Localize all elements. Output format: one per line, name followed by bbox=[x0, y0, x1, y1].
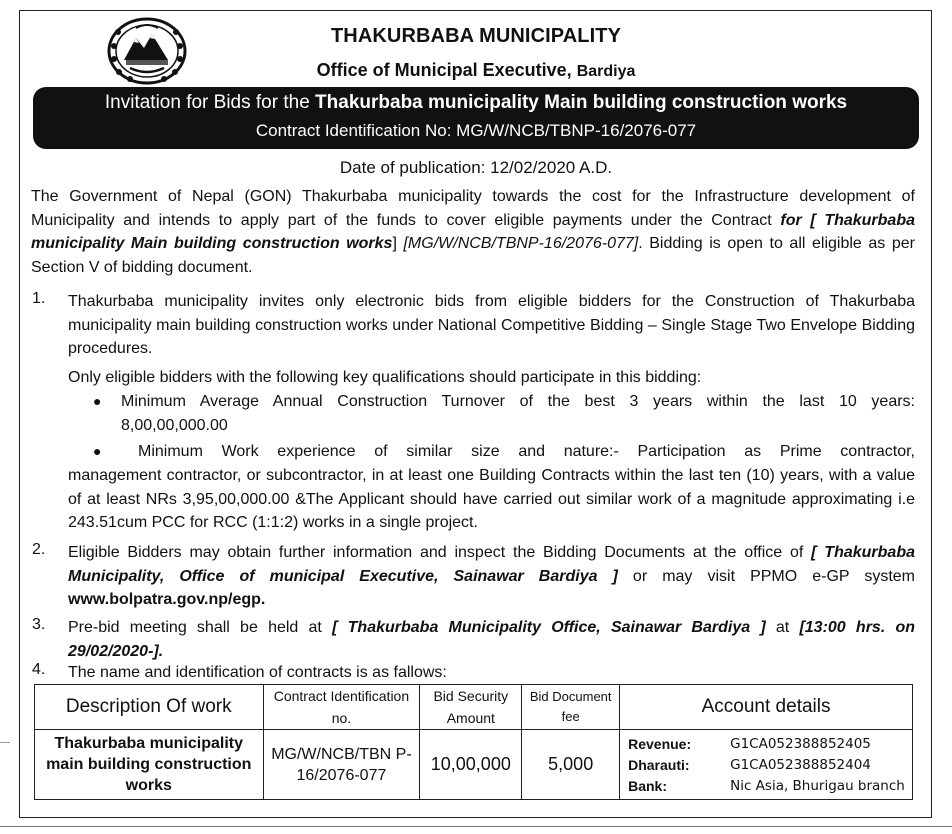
column-header-account: Account details bbox=[620, 685, 913, 730]
bank-name: Nic Asia, Bhurigau branch bbox=[730, 777, 905, 794]
bullet-icon: ● bbox=[93, 443, 102, 459]
intro-paragraph bbox=[31, 185, 915, 280]
intro-contract-id: [MG/W/NCB/TBNP-16/2076-077] bbox=[403, 235, 639, 253]
banner-title-project: Thakurbaba municipality Main building construction works bbox=[315, 92, 848, 113]
item-4-text: The name and identification of contracts is as fallows: bbox=[68, 664, 447, 681]
contracts-table bbox=[34, 684, 913, 800]
intro-for: for bbox=[780, 211, 802, 229]
contract-id: MG/W/NCB/TBN P-16/2076-077 bbox=[263, 730, 420, 800]
qualification-turnover: Minimum Average Annual Construction Turnover of the best 3 years within the last 10 years: bbox=[121, 393, 915, 410]
work-description: Thakurbaba municipality main building construction works bbox=[35, 730, 264, 800]
dharauti-label: Dharauti: bbox=[628, 756, 690, 773]
banner-title-prefix: Invitation for Bids for the bbox=[104, 92, 316, 113]
document-fee: 5,000 bbox=[522, 730, 620, 800]
office-place: Bardiya bbox=[576, 63, 636, 80]
item-number: 3. bbox=[32, 616, 46, 633]
intro-text-end: . Bidding is open to all eligible as per Section V of bidding document. bbox=[31, 235, 916, 277]
intro-text: The Government of Nepal (GON) Thakurbaba municipality towards the cost for the Infrastructure development of Municipality and intends to apply part of the funds to cover eligible payments under the Contract bbox=[31, 188, 915, 229]
table-header-row bbox=[35, 685, 913, 730]
office-location: [ Thakurbaba Municipality, Office of municipal Executive, Sainawar Bardiya ] bbox=[68, 544, 915, 585]
qualification-experience-cont: management contractor, or subcontractor, in at least one Building Contracts within the last ten (10) years, with a value of at least NRs 3,95,00,000.00 &The Applicant should have carried out similar work of a magnitude approximating i.e 243.51cum PCC for RCC (1:1:2) works in a single project. bbox=[68, 467, 915, 532]
publication-date: Date of publication: 12/02/2020 A.D. bbox=[339, 158, 613, 177]
egp-link[interactable]: www.bolpatra.gov.np/egp. bbox=[68, 591, 266, 609]
dharauti-account bbox=[628, 754, 912, 775]
item-2-text bbox=[68, 541, 915, 612]
account-details bbox=[620, 730, 913, 800]
office-main: Office of Municipal Executive, bbox=[316, 60, 572, 80]
item-1-text: Thakurbaba municipality invites only electronic bids from eligible bidders for the Construction of Thakurbaba municipality main building construction works under National Competitive Bidding – Single Stage Two Envelope Bidding procedures. bbox=[68, 293, 915, 358]
bullet-icon: ● bbox=[93, 393, 102, 409]
qualification-turnover-amount: 8,00,00,000.00 bbox=[121, 417, 228, 434]
banner-title bbox=[33, 92, 919, 114]
office-title bbox=[0, 60, 952, 81]
bid-security-amount: 10,00,000 bbox=[420, 730, 522, 800]
bank-info bbox=[628, 775, 912, 796]
item-number: 2. bbox=[32, 541, 46, 558]
revenue-account bbox=[628, 733, 912, 754]
item-2-text-c: or may visit PPMO e-GP system bbox=[617, 567, 915, 585]
item-3-text-a: Pre-bid meeting shall be held at bbox=[68, 619, 333, 636]
intro-bracket: ] bbox=[392, 235, 404, 253]
divider bbox=[0, 742, 10, 743]
item-number: 4. bbox=[32, 661, 46, 678]
item-3-text-c: at bbox=[765, 619, 800, 636]
prebid-location: [ Thakurbaba Municipality Office, Sainawar Bardiya ] bbox=[332, 619, 766, 636]
municipality-name: THAKURBABA MUNICIPALITY bbox=[330, 25, 622, 47]
item-number: 1. bbox=[32, 290, 46, 307]
item-3-text bbox=[68, 616, 915, 663]
item-1-qualifications-intro: Only eligible bidders with the following key qualifications should participate in this bidding: bbox=[68, 369, 702, 386]
prebid-time: [13:00 hrs. on 29/02/2020-]. bbox=[68, 619, 916, 660]
column-header-description: Description Of work bbox=[35, 685, 264, 730]
column-header-document-fee: Bid Document fee bbox=[522, 685, 620, 730]
qualification-experience: Minimum Work experience of similar size and nature:- Participation as Prime contractor, bbox=[138, 443, 915, 460]
revenue-number: G1CA052388852405 bbox=[730, 735, 871, 752]
item-2-text-a: Eligible Bidders may obtain further information and inspect the Bidding Documents at the office of bbox=[68, 544, 812, 561]
table-row bbox=[35, 730, 913, 800]
divider bbox=[0, 826, 952, 827]
column-header-contract-id: Contract Identification no. bbox=[263, 685, 420, 730]
intro-project-open: [ Thakurbaba municipality Main building construction works bbox=[31, 211, 916, 253]
invitation-banner bbox=[33, 87, 919, 149]
revenue-label: Revenue: bbox=[628, 735, 692, 752]
contract-id-line: Contract Identification No: MG/W/NCB/TBNP-16/2076-077 bbox=[255, 121, 697, 140]
column-header-bid-security: Bid Security Amount bbox=[420, 685, 522, 730]
dharauti-number: G1CA052388852404 bbox=[730, 756, 871, 773]
bank-label: Bank: bbox=[628, 777, 668, 794]
